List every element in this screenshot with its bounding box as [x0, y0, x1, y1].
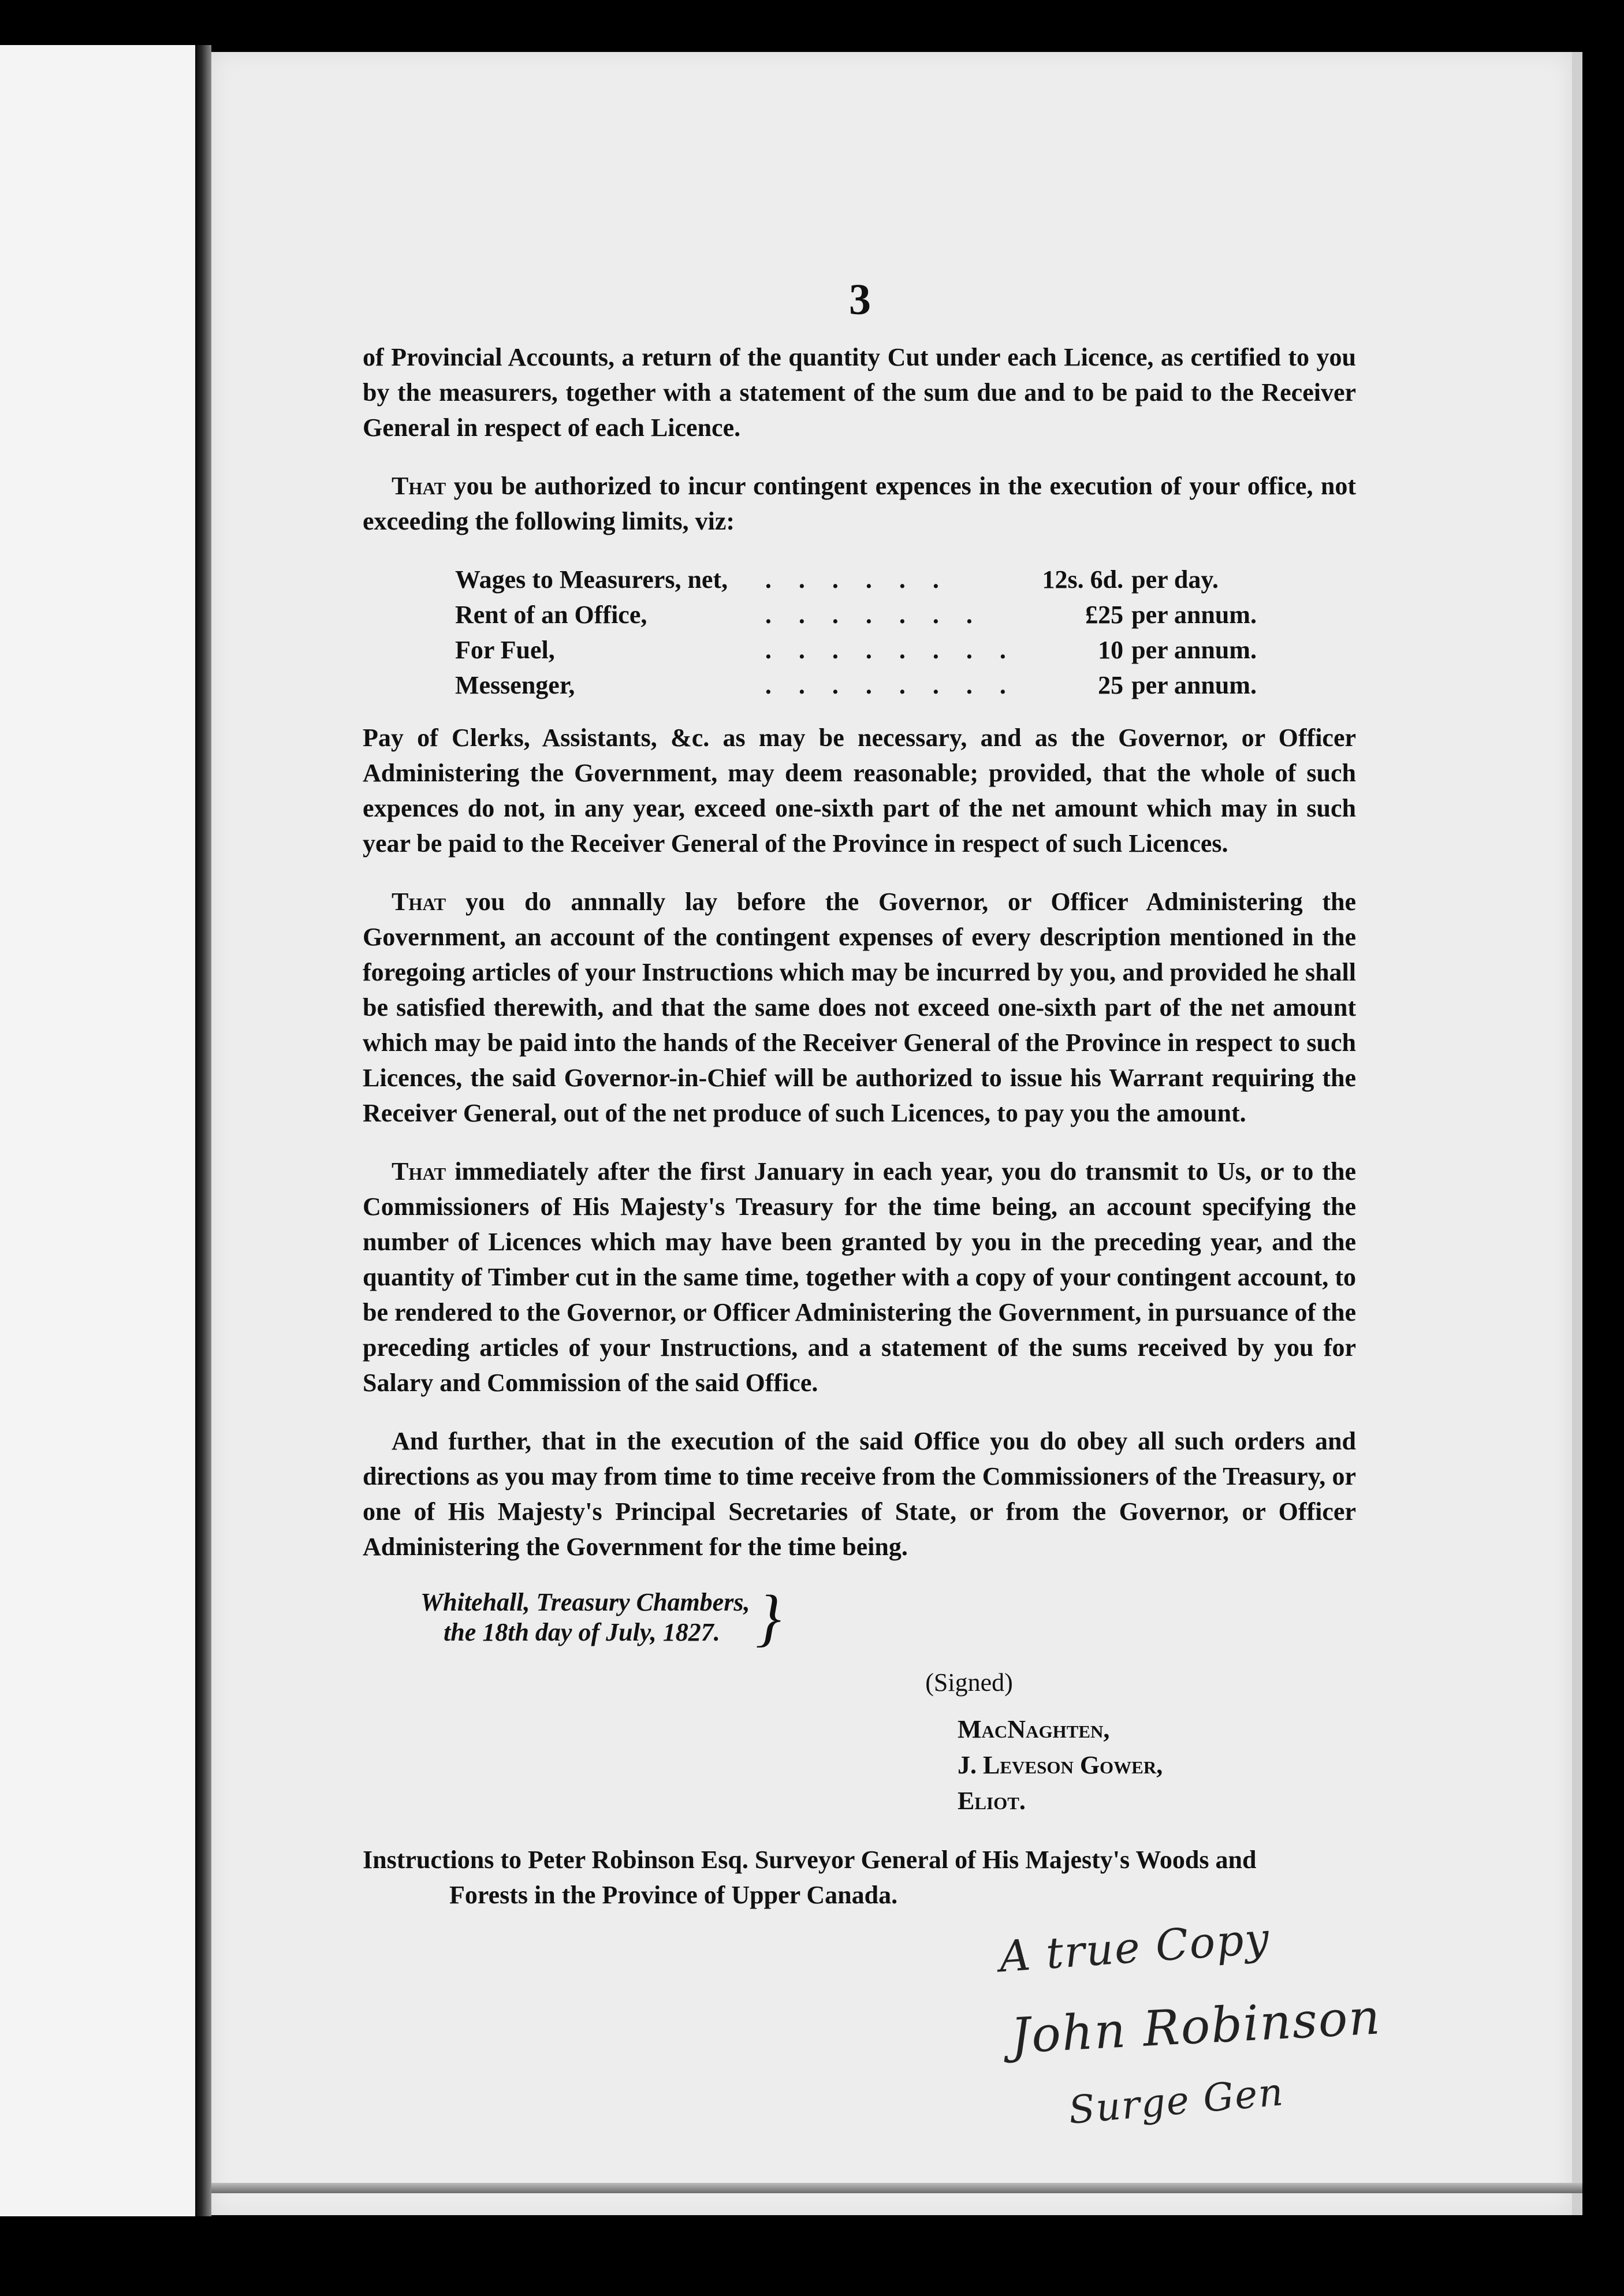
expense-unit: per annum.: [1131, 636, 1257, 664]
expense-amount: 25: [1098, 671, 1124, 699]
document-body: [363, 340, 1356, 1913]
paragraph-transmit-account: [363, 1154, 1356, 1400]
expense-row: [455, 562, 1267, 597]
expense-unit: per annum.: [1131, 671, 1257, 699]
expense-item: Messenger,: [455, 671, 575, 699]
expense-item: Wages to Measurers, net,: [455, 565, 728, 594]
instructions-line: Forests in the Province of Upper Canada.: [449, 1881, 898, 1909]
expense-amount: 12s. 6d.: [1042, 565, 1124, 594]
expense-item: For Fuel,: [455, 636, 555, 664]
leader-dots: . . . . . .: [765, 565, 949, 594]
paragraph-text: you be authorized to incur contingent expences in the execution of your office, not exceeding the following limits, viz:: [363, 472, 1356, 535]
left-facing-page: [0, 45, 195, 2216]
leader-dots: . . . . . . .: [765, 601, 983, 629]
expense-unit: per day.: [1131, 565, 1219, 594]
paragraph-obey-orders: And further, that in the execution of the said Office you do obey all such orders and directions as you may from time to time receive from the Commissioners of the Treasury, or one of His Majesty's Principal Secretaries of State, or from the Governor, or Officer Administering the Government for the time being.: [363, 1427, 1356, 1561]
place-line: Whitehall, Treasury Chambers,: [420, 1588, 750, 1616]
leader-dots: . . . . . . . .: [765, 671, 1016, 699]
paragraph-provincial-accounts: of Provincial Accounts, a return of the quantity Cut under each Licence, as certified to you by the measurers, together with a statement of the sum due and to be paid to the Receiver General in respect of each Licence.: [363, 343, 1356, 442]
signatories: [958, 1712, 1356, 1819]
page-number: 3: [849, 275, 871, 324]
paragraph-lead-word: That: [392, 1157, 446, 1186]
instructions-line: Instructions to Peter Robinson Esq. Surveyor General of His Majesty's Woods and: [363, 1846, 1257, 1874]
page-bottom-edge: [211, 2183, 1582, 2193]
expense-item: Rent of an Office,: [455, 601, 647, 629]
date-line: the 18th day of July, 1827.: [444, 1618, 720, 1646]
expense-amount: £25: [1085, 601, 1124, 629]
book-binding: [195, 45, 211, 2216]
paragraph-lead-word: That: [392, 888, 446, 916]
expense-limits-table: [455, 562, 1267, 703]
signatory-name: J. Leveson Gower,: [958, 1751, 1163, 1779]
paragraph-annual-account: [363, 884, 1356, 1131]
expense-amount: 10: [1098, 636, 1124, 664]
place-and-date: [420, 1582, 1356, 1653]
curly-brace: }: [755, 1582, 781, 1653]
signed-label: (Signed): [925, 1668, 1013, 1697]
handwritten-signature: John Robinson: [1009, 1988, 1383, 2064]
expense-row: [455, 668, 1267, 703]
paragraph-lead-word: That: [392, 472, 446, 500]
instructions-title: [363, 1842, 1356, 1913]
page-edge: [1572, 52, 1582, 2215]
paragraph-text: you do annnally lay before the Governor, or Officer Administering the Government, an account of the contingent expenses of every description mentioned in the foregoing articles of your Instructions which may be incurred by you, and provided he shall be satisfied therewith, and that the same does not exceed one-sixth part of the net amount which may be paid into the hands of the Receiver General of the Province in respect to such Licences, the said Governor-in-Chief will be authorized to issue his Warrant requiring the Receiver General, out of the net produce of such Licences, to pay you the amount.: [363, 888, 1356, 1127]
handwritten-line: Surge Gen: [1067, 2069, 1286, 2133]
place-date-lines: [420, 1587, 750, 1648]
paragraph-text: immediately after the first January in each year, you do transmit to Us, or to the Commissioners of His Majesty's Treasury for the time being, an account specifying the number of Licences which may have been granted by you in the preceding year, and the quantity of Timber cut in the same time, together with a copy of your contingent account, to be rendered to the Governor, or Officer Administering the Government, in pursuance of the preceding articles of your Instructions, and a statement of the sums received by you for Salary and Commission of the said Office.: [363, 1157, 1356, 1397]
handwritten-line: A true Copy: [997, 1913, 1272, 1982]
leader-dots: . . . . . . . .: [765, 636, 1016, 664]
paragraph-contingent-expences: [363, 468, 1356, 539]
paragraph-pay-of-clerks: Pay of Clerks, Assistants, &c. as may be necessary, and as the Governor, or Officer Administering the Government, may deem reasonable; provided, that the whole of such expences do not, in any year, exceed one-sixth part of the net amount which may in such year be paid to the Receiver General of the Province in respect of such Licences.: [363, 724, 1356, 858]
signatory-name: MacNaghten,: [958, 1715, 1110, 1743]
expense-row: [455, 597, 1267, 632]
expense-unit: per annum.: [1131, 601, 1257, 629]
expense-row: [455, 632, 1267, 668]
handwritten-certification: [982, 1911, 1386, 2154]
signatory-name: Eliot.: [958, 1787, 1026, 1815]
